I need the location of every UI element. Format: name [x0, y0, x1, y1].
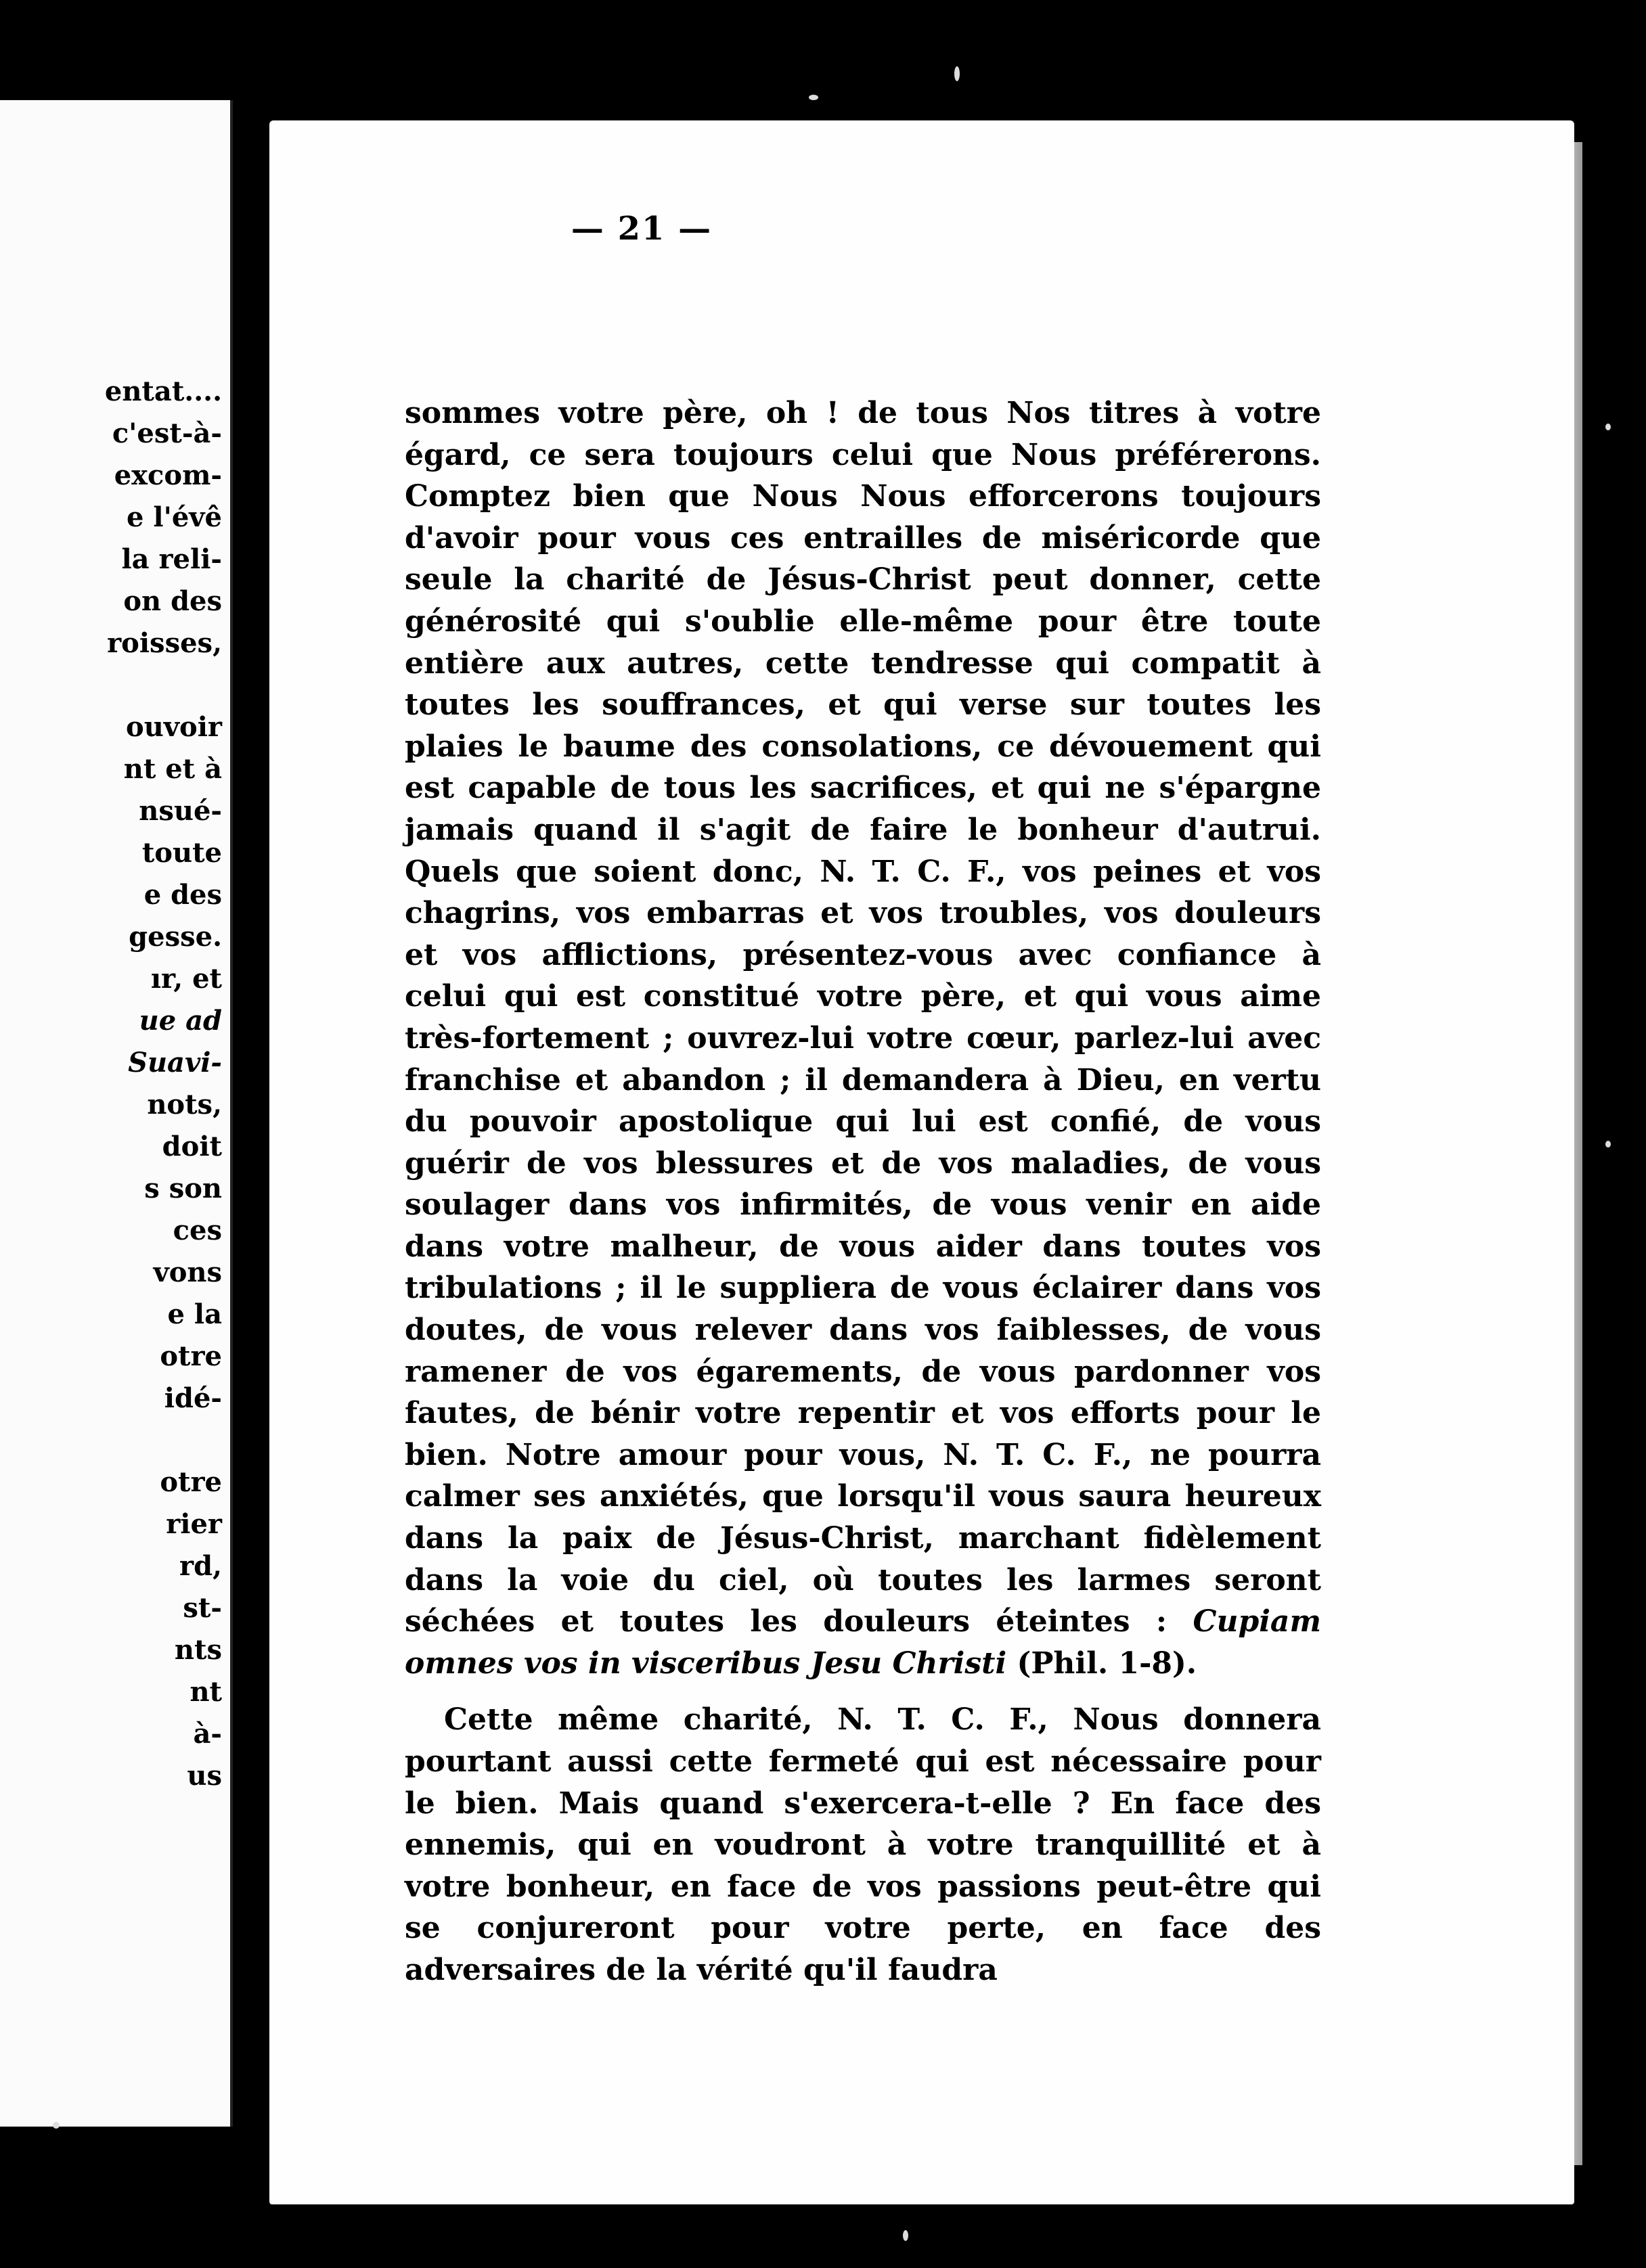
left-page-line: us — [187, 1760, 222, 1792]
scan-speck — [53, 2122, 60, 2129]
left-page-line: ır, et — [150, 963, 222, 995]
scan-speck — [1605, 424, 1611, 430]
paragraph-2-text: Cette même charité, N. T. C. F., Nous donnera pourtant aussi cette fermeté qui est nécessaire pour le bien. Mais quand s'exercera-t-elle ? En face des ennemis, qui en voudront à votre tranquillité et à votre bonheur, en face de vos passions peut-être qui se conjureront pour votre perte, en face des adversaires de la vérité qu'il faudra — [405, 1702, 1321, 1987]
scan-speck — [903, 2230, 908, 2241]
left-page-line: toute — [141, 837, 222, 869]
left-facing-page — [0, 100, 233, 2127]
left-page-line: e la — [167, 1298, 222, 1330]
scan-speck — [809, 95, 818, 100]
left-page-line: ue ad — [139, 1005, 222, 1037]
left-page-line: la reli- — [121, 543, 222, 575]
left-page-line: entat.... — [104, 376, 222, 407]
left-page-line-gap — [0, 664, 222, 706]
paragraph-1 — [405, 392, 1321, 1684]
left-page-line: otre — [160, 1340, 222, 1372]
left-page-line: roisses, — [107, 627, 222, 659]
left-page-line: nsué- — [139, 795, 222, 827]
left-page-line: nots, — [147, 1089, 222, 1120]
left-page-line: s son — [144, 1173, 222, 1204]
left-page-line: rier — [166, 1508, 222, 1540]
left-page-line-gap — [0, 1420, 222, 1461]
left-page-line: nt — [190, 1676, 222, 1708]
left-page-line: st- — [183, 1592, 222, 1624]
scan-speck — [954, 66, 960, 81]
left-page-line: ouvoir — [126, 711, 222, 743]
page-body-text — [405, 392, 1321, 1991]
left-page-line: otre — [160, 1466, 222, 1498]
left-page-line: idé- — [164, 1382, 222, 1414]
paragraph-2 — [405, 1699, 1321, 1991]
left-page-line: ces — [173, 1215, 222, 1246]
scan-speck — [1605, 1141, 1611, 1148]
left-page-line: nts — [174, 1634, 222, 1666]
left-page-line: Suavi- — [128, 1047, 222, 1079]
left-page-line: e l'évê — [127, 501, 222, 533]
left-page-line: vons — [153, 1256, 222, 1288]
left-page-line: on des — [123, 585, 222, 617]
left-page-line: à- — [193, 1718, 222, 1750]
page-number: — 21 — — [571, 210, 713, 248]
left-page-line: gesse. — [129, 921, 222, 953]
left-page-line: c'est-à- — [112, 417, 222, 449]
latin-quotation: Cupiam omnes vos in visceribus Jesu Christi — [405, 1604, 1321, 1681]
paragraph-1-text: sommes votre père, oh ! de tous Nos titres à votre égard, ce sera toujours celui que Nous préférerons. Comptez bien que Nous Nous efforcerons toujours d'avoir pour vous ces entrailles de miséricorde que seule la charité de Jésus-Christ peut donner, cette générosité qui s'oublie elle-même pour être toute entière aux autres, cette tendresse qui compatit à toutes les souffrances, et qui verse sur toutes les plaies le baume des consolations, ce dévouement qui est capable de tous les sacrifices, et qui ne s'épargne jamais quand il s'agit de faire le bonheur d'autrui. Quels que soient donc, N. T. C. F., vos peines et vos chagrins, vos embarras et vos troubles, vos douleurs et vos afflictions, présentez-vous avec confiance à celui qui est constitué votre père, et qui vous aime très-fortement ; ouvrez-lui votre cœur, parlez-lui avec franchise et abandon ; il demandera à Dieu, en vertu du pouvoir apostolique qui lui est confié, de vous guérir de vos blessures et de vos maladies, de vous soulager dans vos infirmités, de vous venir en aide dans votre malheur, de vous aider dans toutes vos tribulations ; il le suppliera de vous éclairer dans vos doutes, de vous relever dans vos faiblesses, de vous ramener de vos égarements, de vous pardonner vos fautes, de bénir votre repentir et vos efforts pour le bien. Notre amour pour vous, N. T. C. F., ne pourra calmer ses anxiétés, que lorsqu'il vous saura heureux dans la paix de Jésus-Christ, marchant fidèlement dans la voie du ciel, où toutes les larmes seront séchées et toutes les douleurs éteintes : — [405, 396, 1321, 1639]
left-page-line: excom- — [114, 459, 222, 491]
scripture-citation: (Phil. 1-8). — [1017, 1646, 1197, 1681]
left-page-line: rd, — [179, 1550, 222, 1582]
left-page-line: doit — [162, 1131, 222, 1162]
left-page-line: nt et à — [123, 753, 222, 785]
left-page-line: e des — [143, 879, 222, 911]
left-page-text-fragments — [0, 371, 222, 1797]
